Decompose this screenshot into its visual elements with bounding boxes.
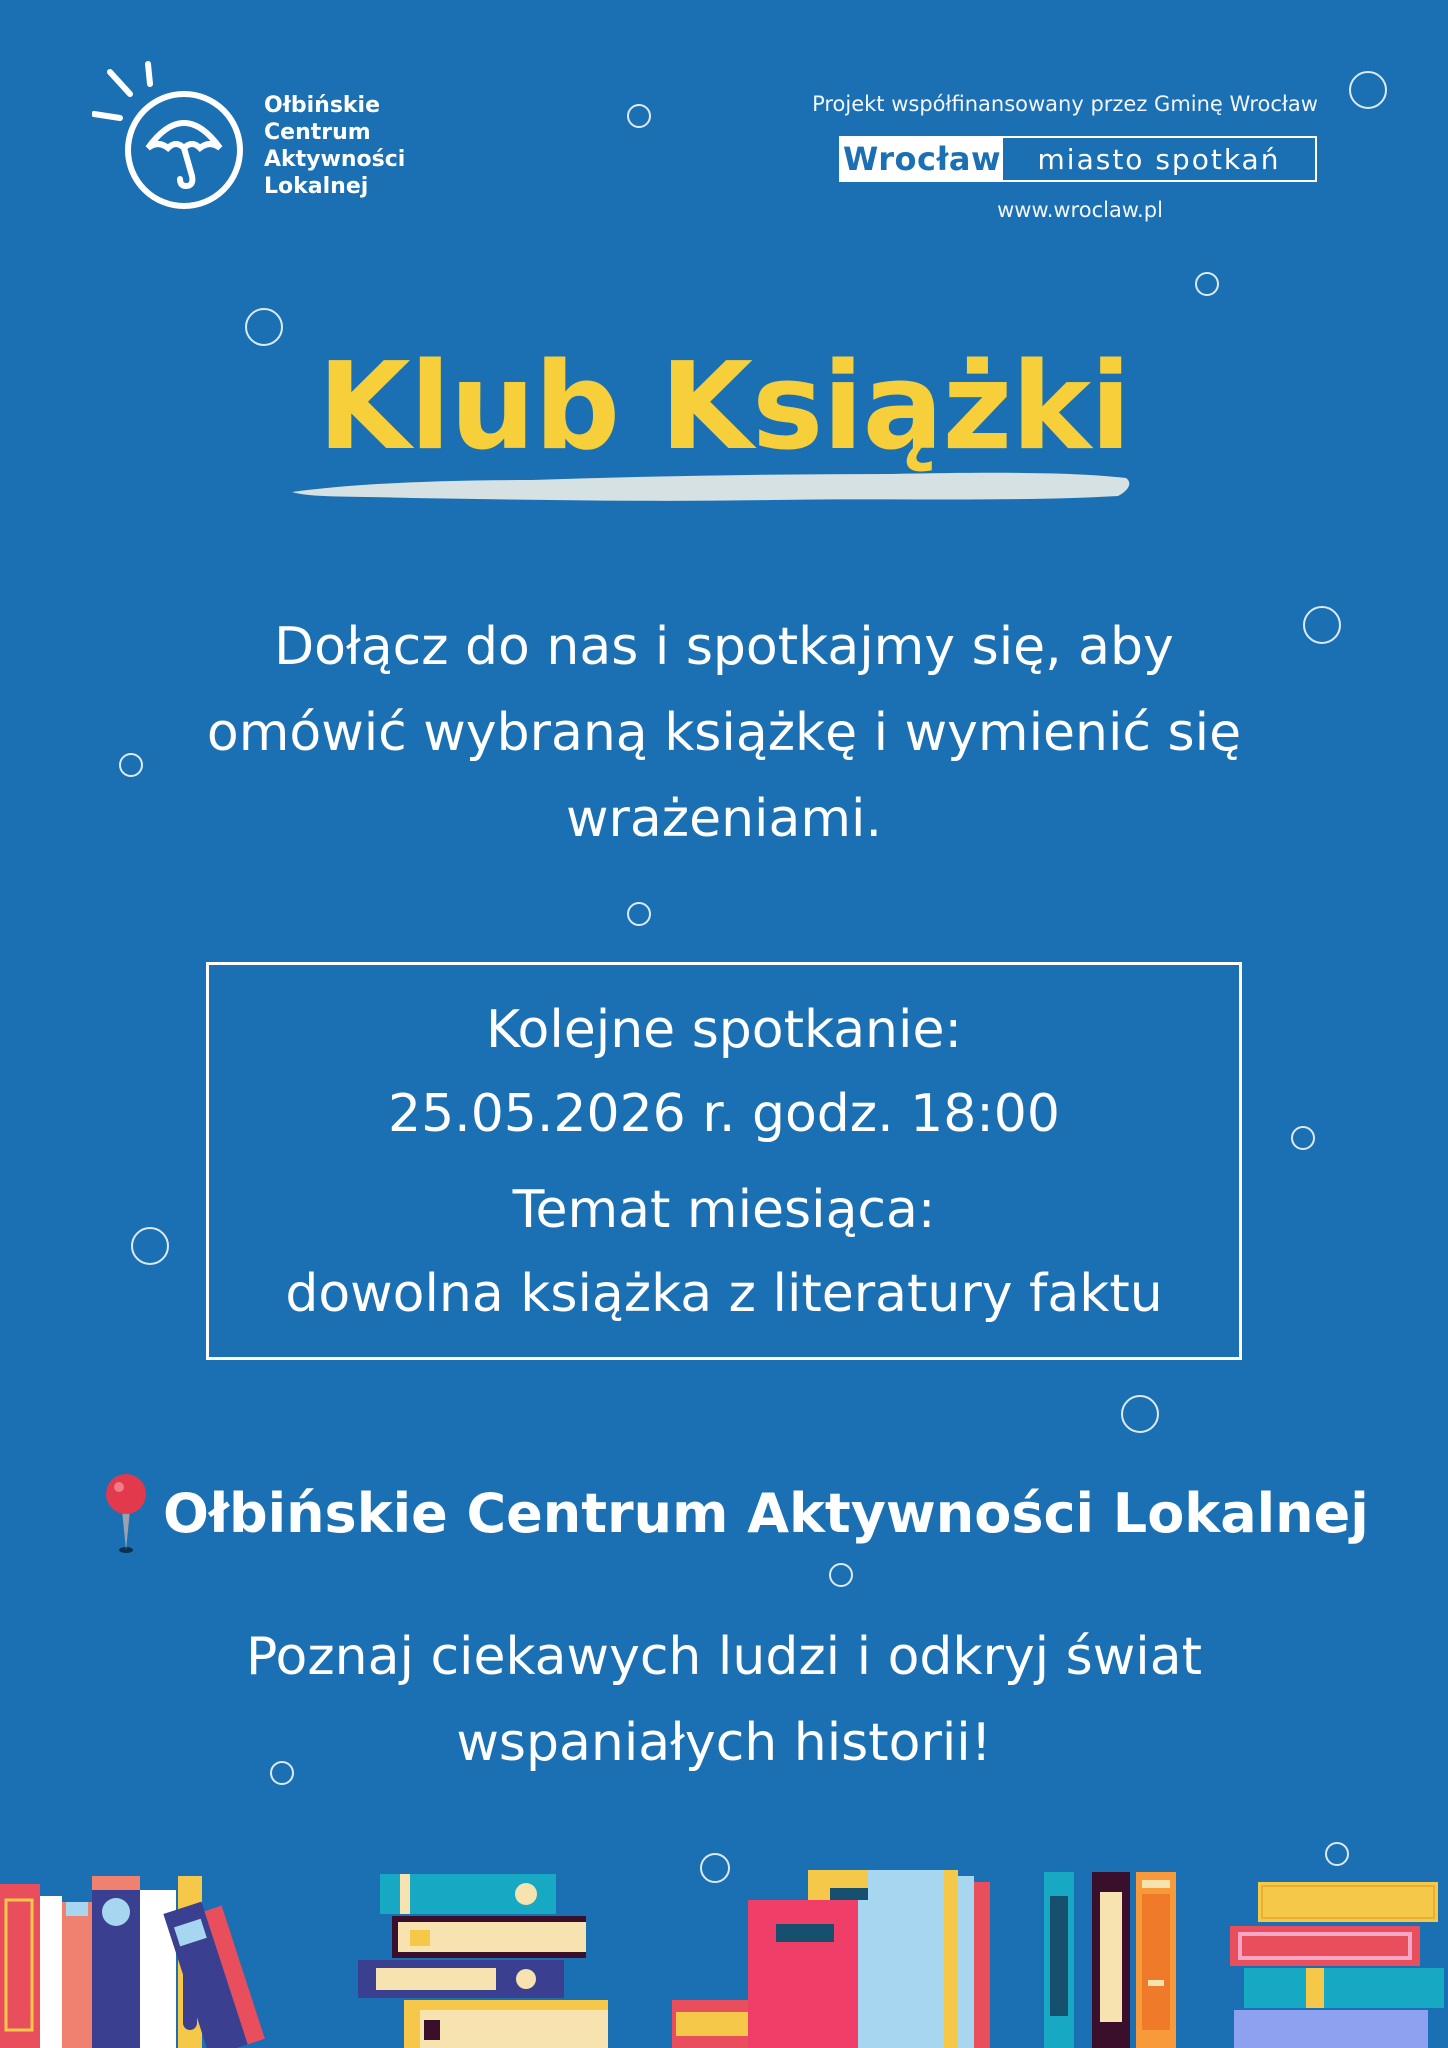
wroclaw-brand-name: Wrocław — [843, 140, 1001, 178]
bubble-decoration — [829, 1563, 853, 1587]
bubble-decoration — [1303, 606, 1341, 644]
intro-line: wrażeniami. — [566, 789, 882, 849]
intro-line: Dołącz do nas i spotkajmy się, aby — [274, 617, 1174, 677]
closing-text — [150, 1614, 1298, 1786]
bubble-decoration — [627, 104, 651, 128]
sponsor-url: www.wroclaw.pl — [997, 198, 1163, 222]
bubble-decoration — [119, 753, 143, 777]
next-meeting-label: Kolejne spotkanie: — [486, 1000, 962, 1060]
intro-text — [150, 604, 1298, 862]
logo-line: Lokalnej — [264, 174, 369, 199]
bubble-decoration — [1121, 1395, 1159, 1433]
wroclaw-brand-logo — [839, 136, 1317, 182]
logo-line: Centrum — [264, 120, 371, 145]
wroclaw-brand-slogan: miasto spotkań — [1037, 142, 1281, 176]
books-illustration — [0, 1860, 1448, 2048]
page-title: Klub Książki — [317, 338, 1131, 477]
bubble-decoration — [1195, 272, 1219, 296]
location-name: Ołbińskie Centrum Aktywności Lokalnej — [163, 1482, 1369, 1545]
intro-line: omówić wybraną książkę i wymienić się — [206, 703, 1242, 763]
bubble-decoration — [627, 902, 651, 926]
logo-line: Ołbińskie — [264, 93, 381, 118]
sponsor-note: Projekt współfinansowany przez Gminę Wrocław — [812, 92, 1318, 116]
bubble-decoration — [1349, 71, 1387, 109]
topic-value: dowolna książka z literatury faktu — [285, 1264, 1163, 1324]
bubble-decoration — [131, 1227, 169, 1265]
logo-line: Aktywności — [264, 147, 406, 172]
closing-line: wspaniałych historii! — [456, 1713, 992, 1773]
location-pin-icon — [104, 1470, 148, 1556]
organization-logo-text — [264, 92, 405, 200]
topic-label: Temat miesiąca: — [512, 1180, 936, 1240]
brush-stroke-underline — [292, 466, 1132, 510]
bubble-decoration — [1291, 1126, 1315, 1150]
meeting-info-box — [206, 962, 1242, 1360]
closing-line: Poznaj ciekawych ludzi i odkryj świat — [246, 1627, 1202, 1687]
meeting-datetime: 25.05.2026 r. godz. 18:00 — [388, 1084, 1060, 1144]
